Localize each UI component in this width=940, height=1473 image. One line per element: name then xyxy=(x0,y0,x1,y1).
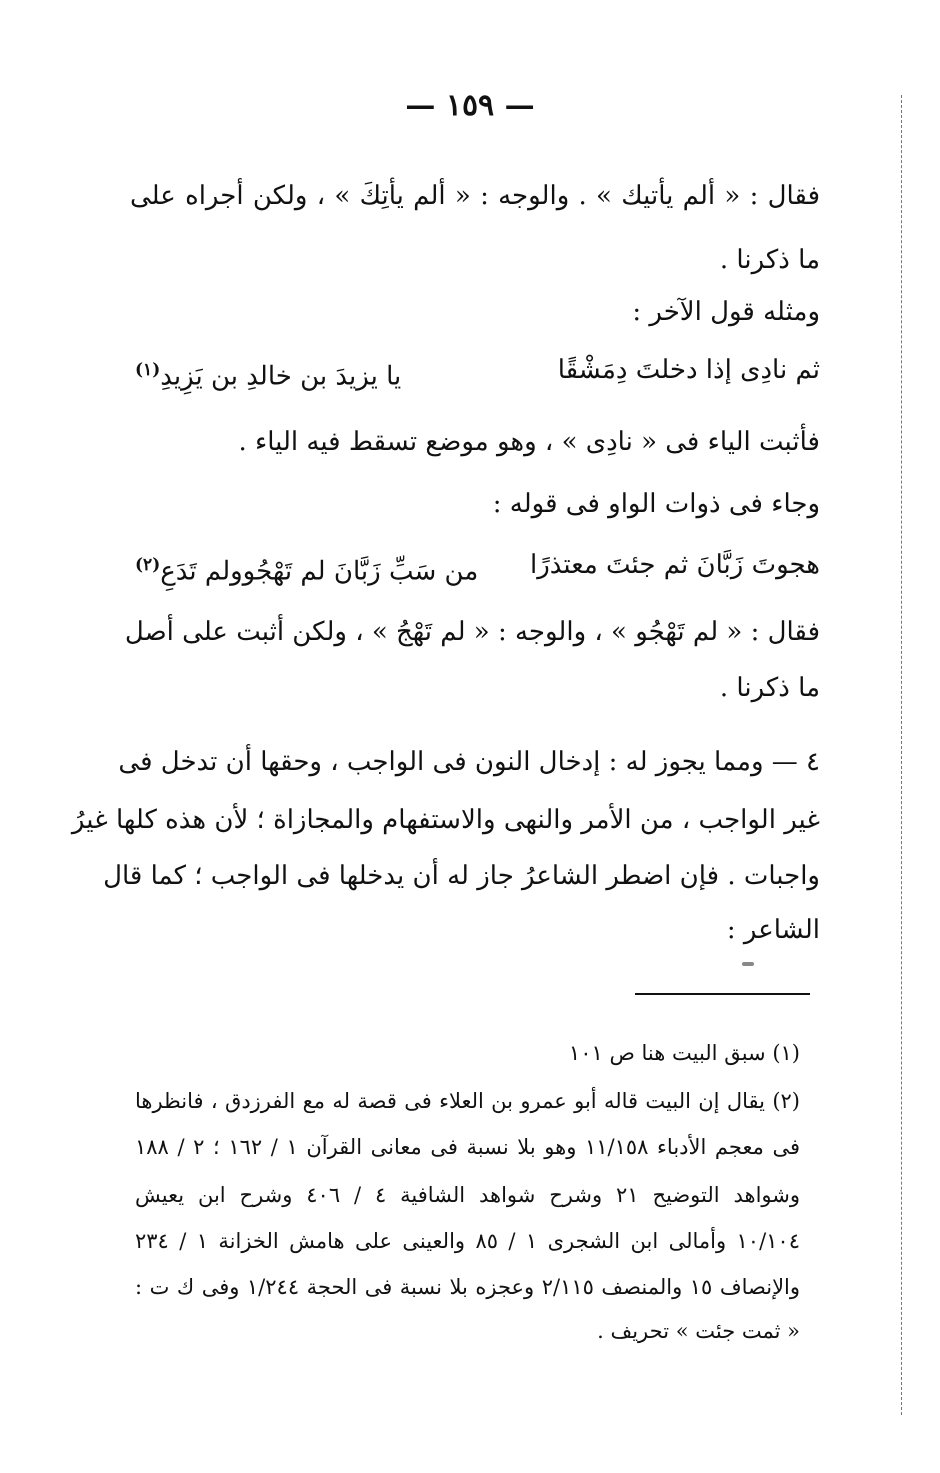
paragraph-line: فقال : « ألم يأتيك » . والوجه : « ألم يأتِكَ » ، ولكن أجراه على xyxy=(130,181,820,211)
page-edge-rule xyxy=(901,95,902,1415)
footnote-line: وشواهد التوضيح ٢١ وشرح شواهد الشافية ٤ / ٤٠٦ وشرح ابن يعيش xyxy=(135,1183,800,1207)
paragraph-line: الشاعر : xyxy=(726,915,820,945)
footnote-line: « ثمت جئت » تحريف . xyxy=(597,1319,800,1343)
verse-text: يا يزيدَ بن خالدِ بن يَزِيدِ xyxy=(160,361,402,392)
footnote-line: (٢) يقال إن البيت قاله أبو عمرو بن العلاء فى قصة له مع الفرزدق ، فانظرها xyxy=(135,1089,800,1113)
footnote-ref: (٢) xyxy=(135,555,161,575)
paragraph-line: غير الواجب ، من الأمر والنهى والاستفهام والمجازاة ؛ لأن هذه كلها غيرُ xyxy=(71,805,820,835)
verse-hemistich xyxy=(135,545,478,592)
footnote: (١) سبق البيت هنا ص ١٠١ xyxy=(568,1041,800,1065)
paragraph-line: فقال : « لم تَهْجُو » ، والوجه : « لم تَهْجُ » ، ولكن أثبت على أصل xyxy=(124,617,820,647)
paragraph-line: واجبات . فإن اضطر الشاعرُ جاز له أن يدخلها فى الواجب ؛ كما قال xyxy=(103,861,820,891)
verse-hemistich: هجوتَ زَبَّانَ ثم جئتَ معتذرًا xyxy=(530,550,820,580)
footnote-line: فى معجم الأدباء ١١/١٥٨ وهو بلا نسبة فى معانى القرآن ١ / ١٦٢ ؛ ٢ / ١٨٨ xyxy=(135,1135,800,1159)
verse-hemistich: ثم نادِى إذا دخلتَ دِمَشْقًا xyxy=(557,355,820,385)
paragraph-line: ما ذكرنا . xyxy=(719,673,820,703)
verse-text: من سَبِّ زَبَّانَ لم تَهْجُوولم تَدَعِ xyxy=(160,556,479,587)
verse-hemistich xyxy=(135,350,401,397)
ink-speck xyxy=(742,962,754,966)
paragraph-line: وجاء فى ذوات الواو فى قوله : xyxy=(492,489,820,519)
paragraph-line: ٤ — ومما يجوز له : إدخال النون فى الواجب ، وحقها أن تدخل فى xyxy=(118,747,820,777)
paragraph-line: ومثله قول الآخر : xyxy=(632,297,820,327)
footnote-ref: (١) xyxy=(135,360,161,380)
page-number: — ١٥٩ — xyxy=(405,88,535,123)
footnote-line: والإنصاف ١٥ والمنصف ٢/١١٥ وعجزه بلا نسبة فى الحجة ١/٢٤٤ وفى ك ت : xyxy=(135,1275,801,1299)
footnote-line: ١٠/١٠٤ وأمالى ابن الشجرى ١ / ٨٥ والعينى على هامش الخزانة ١ / ٢٣٤ xyxy=(135,1229,800,1253)
paragraph-line: فأثبت الياء فى « نادِى » ، وهو موضع تسقط فيه الياء . xyxy=(238,427,820,457)
footnote-separator xyxy=(635,993,810,995)
paragraph-line: ما ذكرنا . xyxy=(719,245,820,275)
